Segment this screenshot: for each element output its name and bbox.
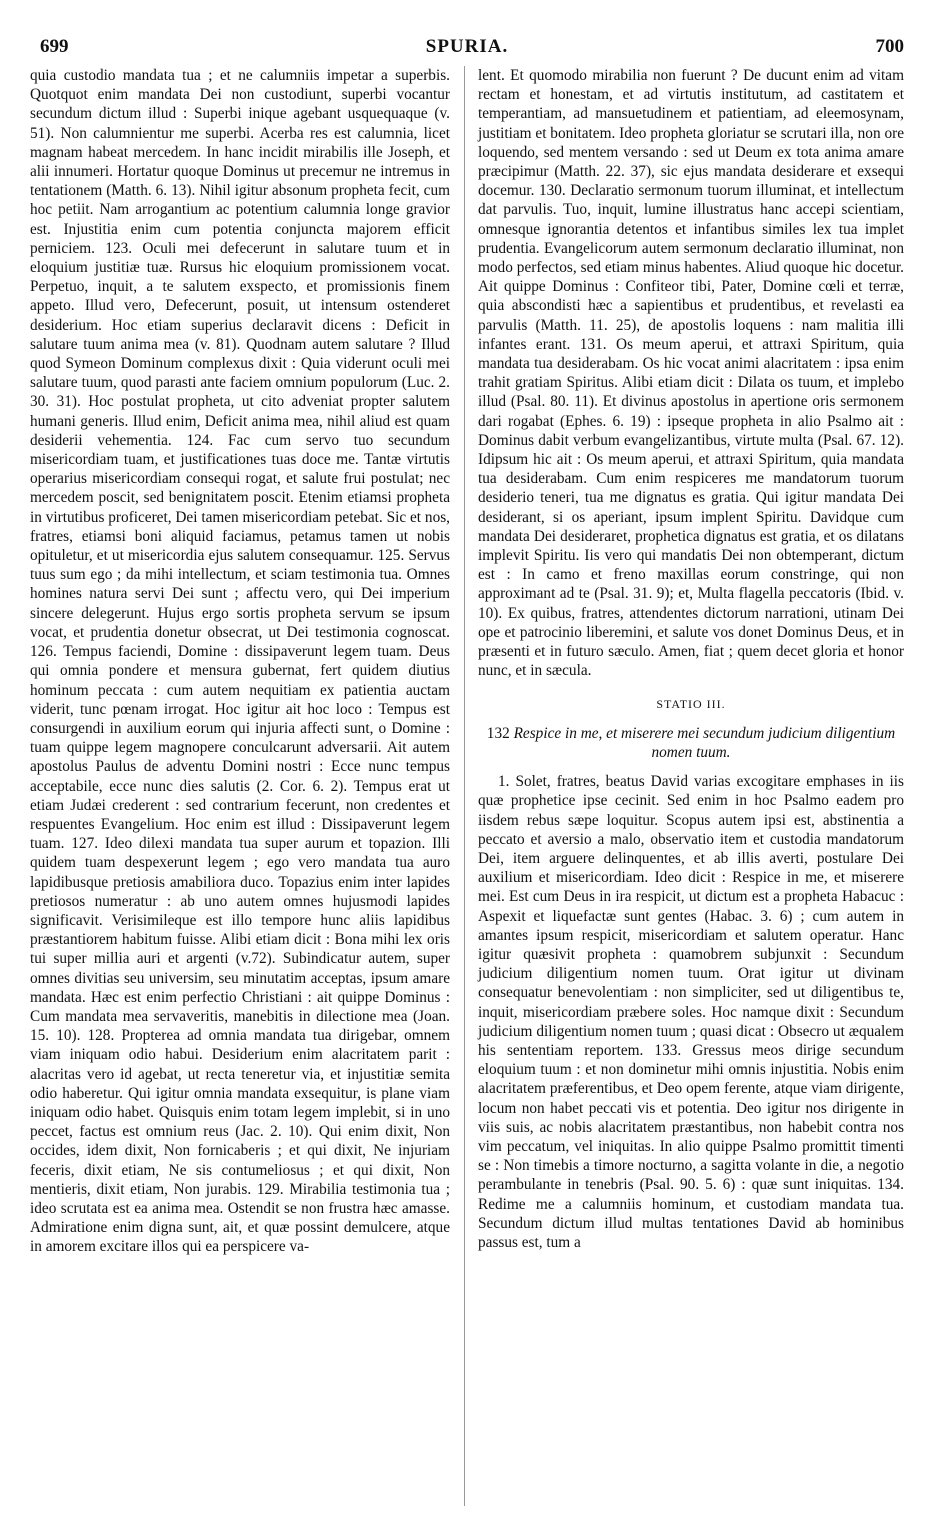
page-header: [30, 36, 904, 58]
incipit-text: Respice in me, et miserere mei secundum judicium diligentium nomen tuum.: [513, 724, 896, 761]
incipit-number: 132: [486, 724, 510, 742]
psalm-incipit: [478, 724, 904, 762]
section-heading: STATIO III.: [656, 696, 726, 711]
left-column-text: quia custodio mandata tua ; et ne calumniis impetar a superbis. Quotquot enim mandata Dei non custodiunt, superbi vocantur secundum dictum illud : Superbi inique agebant usquequaque (v. 51). Non calumnientur me superbi. Acerba res est calumnia, licet magnam habeat mercedem. In hanc incidit mirabilis ille Joseph, et alii innumeri. Hortatur quoque Dominus ut precemur ne intremus in tentationem (Matth. 6. 13). Nihil igitur absonum propheta fecit, cum hoc petiit. Nam arrogantium ac potentium calumnia longe gravior est. Injustitia enim cum potentia conjuncta majorem efficit perniciem. 123. Oculi mei defecerunt in salutare tuum et in eloquium justitiæ tuæ. Rursus hic eloquium promissionem vocat. Perpetuo, inquit, a te salutem exspecto, et promissionis finem appeto. Illud vero, Defecerunt, posuit, ut intensum ostenderet desiderium. Hoc etiam superius declaravit dicens : Deficit in salutare tuum anima mea (v. 81). Quodnam autem salutare ? Illud quod Symeon Dominum complexus dixit : Quia viderunt oculi mei salutare tuum, quod parasti ante faciem omnium populorum (Luc. 2. 30. 31). Hoc postulat propheta, ut cito adveniat propter salutem humani generis. Illud enim, Deficit anima mea, nihil aliud est quam desiderii vehementia. 124. Fac cum servo tuo secundum misericordiam tuam, et justificationes tuas doce me. Tantæ virtutis operarius misericordiam consequi rogat, et salute frui postulat; nec mercedem poscit, sed benignitatem poscit. Etenim etiamsi propheta in virtutibus proficeret, Dei tamen misericordiam petebat. Sic et nos, fratres, etiamsi boni aliquid faciamus, petamus tamen ut nobis opituletur, et ut misericordia ejus salutem consequamur. 125. Servus tuus sum ego ; da mihi intellectum, et sciam testimonia tua. Omnes homines natura servi Dei sunt ; affectu vero, qui Dei imperium sincere delegerunt. Hujus ergo sortis propheta servum se ipsum vocat, et prudentia donetur obsecrat, ut Dei testimonia cognoscat. 126. Tempus faciendi, Domine : dissipaverunt legem tuam. Deus qui omnia pondere et mensura gubernat, fert quidem diutius hominum peccata : cum autem nequitiam ex patientia auctam viderit, tunc pœnam irrogat. Hoc igitur ait hoc loco : Tempus est consurgendi in auxilium eorum qui injuria affecti sunt, o Domine : tuam quippe legem magnopere conculcarunt adversarii. Ait autem apostolus Paulus de adventu Domini nostri : Ecce nunc tempus acceptabile, ecce nunc dies salutis (2. Cor. 6. 2). Tempus erat ut etiam Judæi crederent : sed contrarium fecerunt, non credentes et respuentes Evangelium. Hoc enim est illud : Dissipaverunt legem tuam. 127. Ideo dilexi mandata tua super aurum et topazion. Illi quidem tuam despexerunt legem ; ego vero mandata tua auro lapidibusque pretiosis amabiliora duco. Topazius enim inter lapides pretiosos numeratur : ab uno autem omnes hujusmodi lapides significavit. Verisimileque est illo tempore hunc aliis lapidibus præstantiorem habitum fuisse. Alibi etiam dicit : Bona mihi lex oris tui super millia auri et argenti (v.72). Subindicatur autem, super omnes divitias seu universim, seu minutatim acceptas, ipsum amare mandata. Hæc est enim perfectio Christiani : ait quippe Dominus : Cum mandata mea servaveritis, manebitis in dilectione mea (Joan. 15. 10). 128. Propterea ad omnia mandata tua dirigebar, omnem viam iniquam odio habui. Desiderium enim alacritatem parit : alacritas vero id agebat, ut recta teneretur via, et injustitiæ semita odio haberetur. Qui igitur omnia mandata exsequitur, is plane viam iniquam odio habet. Quisquis enim totam legem implebit, si in uno peccet, factus est omnium reus (Jac. 2. 10). Qui enim dixit, Non occides, idem dixit, Non fornicaberis ; et qui dixit, Ne injuriam feceris, dixit etiam, Ne sis contumeliosus ; et qui dixit, Non mentieris, dixit etiam, Non jurabis. 129. Mirabilia testimonia tua ; ideo scrutata est ea anima mea. Ostendit se non frustra hæc amasse. Admiratione enim digna sunt, ait, et quæ possint demulcere, atque in amorem excitare illos qui ea perspicere va-: [30, 67, 450, 1256]
right-column-text-bottom: 1. Solet, fratres, beatus David varias excogitare emphases in iis quæ prophetice ipse cecinit. Sed enim in hoc Psalmo eadem pro iisdem rebus sæpe loquitur. Scopus autem ipsi est, abstinentia a peccato et aversio a malo, observatio item et custodia mandatorum Dei, item arguere delinquentes, et ab illis averti, postulare Dei auxilium et misericordiam. Ideo dicit : Respice in me, et miserere mei. Est cum Deus in ira respicit, ut dictum est a propheta Habacuc : Aspexit et liquefactæ sunt gentes (Habac. 3. 6) ; cum autem in amantes ipsum respicit, misericordiam et salutem operatur. Hanc igitur quæsivit propheta : quamobrem subjunxit : Secundum judicium diligentium nomen tuum. Orat igitur ut divinam consequatur benevolentiam : non simpliciter, sed ut diligentibus te, inquit, misericordiam præbere soles. Hoc namque dixit : Secundum judicium diligentium nomen tuum ; quasi dicat : Obsecro ut æqualem his sententiam reportem. 133. Gressus meos dirige secundum eloquium tuum : et non dominetur mihi omnis injustitia. Nobis enim alacritatem præferentibus, et Deo opem ferente, atque viam dirigente, locum non habet peccati vis et potentia. Deo igitur nos dirigente in viis suis, ac nobis alacritatem præstantibus, non habebit contra nos vim peccatum, vel iniquitas. In alio quippe Psalmo promittit timenti se : Non timebis a timore nocturno, a sagitta volante in die, a negotio perambulante in tenebris (Psal. 90. 5. 6) : quæ sunt iniquitas. 134. Redime me a calumniis hominum, et custodiam mandata tua. Secundum dictum illud multas tentationes David ab hominibus passus est, tum a: [478, 773, 904, 1251]
page-number-left: 699: [40, 36, 69, 57]
column-divider: [464, 66, 465, 1506]
right-column: [478, 66, 904, 1252]
running-title: SPURIA.: [425, 36, 509, 57]
right-column-text-top: lent. Et quomodo mirabilia non fuerunt ? De ducunt enim ad vitam rectam et honestam, et ad virtutis institutum, ad castitatem et temperantiam, ad mansuetudinem et patientiam, ad eleemosynam, justitiam et bonitatem. Ideo propheta gloriatur se scrutari illa, non ore loquendo, sed mentem versando : sed ut Deum ex tota anima amare præcipimur (Matth. 22. 37), sic ejus mandata desiderare et exsequi docemur. 130. Declaratio sermonum tuorum illuminat, et intellectum dat parvulis. Tuo, inquit, lumine illustratus hanc accepi scientiam, omnesque ignorantia detentos et infantibus similes lex tua implet prudentia. Evangelicorum autem sermonum declaratio illuminat, non modo perfectos, sed etiam minus habentes. Aliud quoque hic docetur. Ait quippe Dominus : Confiteor tibi, Pater, Domine cœli et terræ, quia abscondisti hæc a sapientibus et prudentibus, et revelasti ea parvulis (Matth. 11. 25), de apostolis loquens : nam malitia illi infantes erant. 131. Os meum aperui, et attraxi Spiritum, quia mandata tua desiderabam. Os hic vocat animi alacritatem : ipsa enim trahit gratiam Spiritus. Alibi etiam dicit : Dilata os tuum, et implebo illud (Psal. 80. 11). Et divinus apostolus in apertione oris sermonem dari rogabat (Ephes. 6. 19) : ipseque propheta in alio Psalmo ait : Dominus dabit verbum evangelizantibus, virtute multa (Psal. 67. 12). Idipsum hic ait : Os meum aperui, et attraxi Spiritum, quia mandata tua desiderabam. Cum enim respiceres me mandatorum tuorum desiderio teneri, tua me dignatus es gratia. Qui igitur mandata Dei desiderant, si os aperiant, ipsum implent Spiritu. Davidque cum mandata Dei desideraret, prophetica dignatus est gratia, et os dilatans implevit Spiritu. Iis vero qui mandatis Dei non obtemperant, dictum est : In camo et freno maxillas eorum constringe, qui non approximant ad te (Psal. 31. 9); et, Multa flagella peccatoris (Ibid. v. 10). Ex quibus, fratres, attendentes dictorum narrationi, utinam Dei ope et patrocinio liberemini, et salute vos donet Dominus Deus, et in præsenti et in futuro sæculo. Amen, fiat ; quem decet gloria et honor nunc, et in sæcula.: [478, 67, 904, 680]
page-number-right: 700: [875, 36, 904, 57]
left-column: [30, 66, 450, 1257]
